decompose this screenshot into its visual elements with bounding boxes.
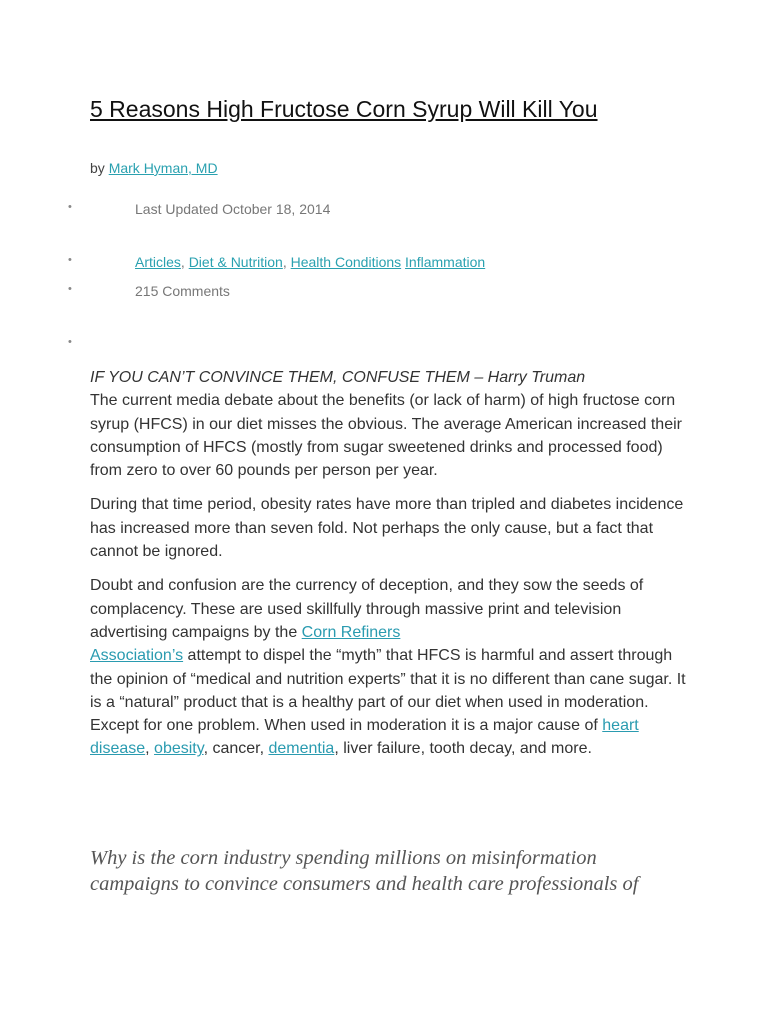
article-body (90, 366, 690, 761)
bullet-icon: • (68, 254, 72, 266)
dementia-link[interactable]: dementia (268, 740, 335, 758)
comments-count[interactable]: 215 Comments (135, 283, 230, 299)
category-link-diet-nutrition[interactable]: Diet & Nutrition (188, 254, 283, 270)
category-links (135, 254, 485, 270)
bullet-icon: • (68, 201, 72, 213)
byline (90, 160, 218, 176)
obesity-link[interactable]: obesity (154, 740, 204, 758)
paragraph-1: The current media debate about the benefits (or lack of harm) of high fructose corn syrup (HFCS) in our diet misses the obvious. The average American increased their consumption of HFCS (mostly from sugar sweetened drinks and processed food) from zero to over 60 pounds per person per year. (90, 392, 682, 480)
category-link-inflammation[interactable]: Inflammation (405, 254, 486, 270)
paragraph-4 (90, 714, 690, 761)
paragraph-2: During that time period, obesity rates have more than tripled and diabetes incidence has increased more than seven fold. Not perhaps the only cause, but a fact that cannot be ignored. (90, 496, 684, 561)
corn-refiners-link-line1: Corn Refiners (301, 623, 401, 641)
category-link-articles[interactable]: Articles (135, 254, 181, 270)
corn-refiners-link-line2: Association’s (90, 647, 184, 665)
article-title: 5 Reasons High Fructose Corn Syrup Will Kill You (90, 96, 598, 122)
bullet-icon: • (68, 336, 72, 348)
category-separator: , (180, 254, 189, 270)
paragraph-4-mid: , cancer, (203, 740, 269, 758)
opening-quote: IF YOU CAN’T CONVINCE THEM, CONFUSE THEM – Harry Truman (90, 369, 586, 386)
last-updated-text: Last Updated October 18, 2014 (135, 201, 331, 217)
paragraph-4-sep: , (145, 740, 155, 758)
serif-question: Why is the corn industry spending millions on misinformation campaigns to convince consumers and health care professionals of (90, 847, 639, 895)
paragraph-3-end: attempt to dispel the “myth” that HFCS is harmful and assert through the opinion of “medical and nutrition experts” that it is no different than cane sugar. It is a “natural” product that is a healthy part of our diet when used in moderation. (90, 647, 686, 711)
category-separator: , (282, 254, 291, 270)
byline-prefix: by (90, 160, 105, 176)
author-link[interactable]: Mark Hyman, MD (108, 160, 218, 176)
paragraph-3 (90, 574, 690, 714)
paragraph-4-start: Except for one problem. When used in moderation it is a major cause of (90, 717, 603, 735)
bullet-icon: • (68, 283, 72, 295)
paragraph-4-end: , liver failure, tooth decay, and more. (334, 740, 592, 758)
paragraph-3-start: Doubt and confusion are the currency of deception, and they sow the seeds of complacency. These are used skillfully through massive print and television advertising campaigns by the (90, 577, 644, 641)
category-link-health-conditions[interactable]: Health Conditions (290, 254, 402, 270)
heart-disease-link[interactable]: heart disease (90, 717, 639, 758)
